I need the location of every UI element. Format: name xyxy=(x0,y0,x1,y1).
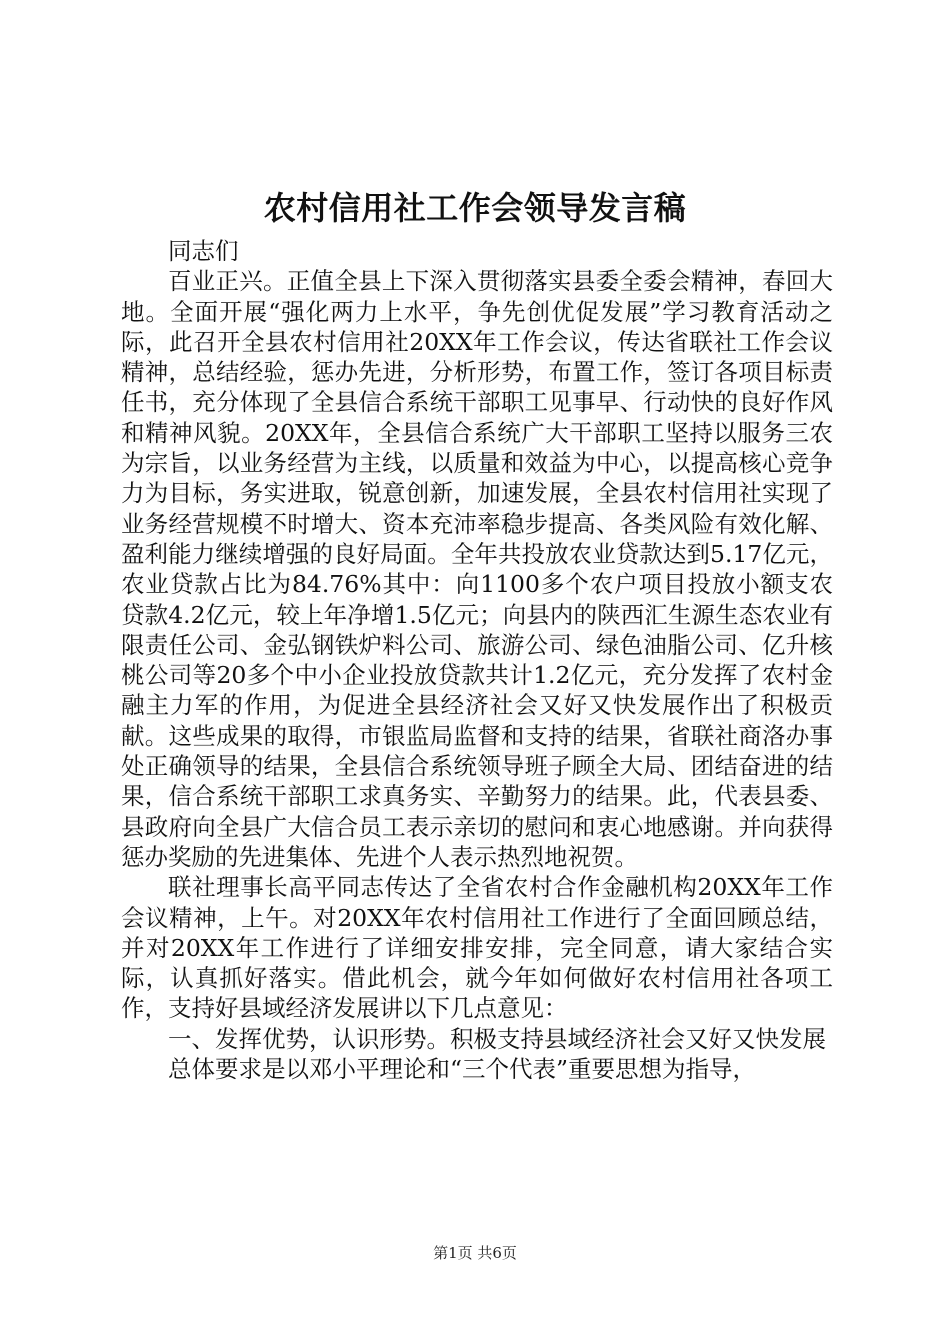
page-number-footer: 第1页 共6页 xyxy=(433,1244,517,1262)
salutation-paragraph: 同志们 xyxy=(168,237,239,265)
document-title: 农村信用社工作会领导发言稿 xyxy=(263,189,687,227)
body-paragraph: 联社理事长高平同志传达了全省农村合作金融机构20XX年工作会议精神，上午。对20XX年农村信用社工作进行了全面回顾总结，并对20XX年工作进行了详细安排安排，完全同意，请大家结合实际，认真抓好落实。借此机会，就今年如何做好农村信用社各项工作，支持好县域经济发展讲以下几点意见： xyxy=(121,873,833,1023)
document-body xyxy=(121,236,833,1084)
body-paragraph: 总体要求是以邓小平理论和“三个代表”重要思想为指导， xyxy=(168,1055,757,1084)
body-paragraph: 百业正兴。正值全县上下深入贯彻落实县委全委会精神，春回大地。全面开展“强化两力上水平，争先创优促发展”学习教育活动之际，此召开全县农村信用社20XX年工作会议，传达省联社工作会议精神，总结经验，惩办先进，分析形势，布置工作，签订各项目标责任书，充分体现了全县信合系统干部职工见事早、行动快的良好作风和精神风貌。20XX年，全县信合系统广大干部职工坚持以服务三农为宗旨，以业务经营为主线，以质量和效益为中心，以提高核心竞争力为目标，务实进取，锐意创新，加速发展，全县农村信用社实现了业务经营规模不时增大、资本充沛率稳步提高、各类风险有效化解、盈利能力继续增强的良好局面。全年共投放农业贷款达到5.17亿元，农业贷款占比为84.76%其中：向1100多个农户项目投放小额支农贷款4.2亿元，较上年净增1.5亿元；向县内的陕西汇生源生态农业有限责任公司、金弘钢铁炉料公司、旅游公司、绿色油脂公司、亿升核桃公司等20多个中小企业投放贷款共计1.2亿元，充分发挥了农村金融主力军的作用，为促进全县经济社会又好又快发展作出了积极贡献。这些成果的取得，市银监局监督和支持的结果，省联社商洛办事处正确领导的结果，全县信合系统领导班子顾全大局、团结奋进的结果，信合系统干部职工求真务实、辛勤努力的结果。此，代表县委、县政府向全县广大信合员工表示亲切的慰问和衷心地感谢。并向获得惩办奖励的先进集体、先进个人表示热烈地祝贺。 xyxy=(121,267,833,871)
section-heading-paragraph: 一、发挥优势，认识形势。积极支持县域经济社会又好又快发展 xyxy=(168,1024,826,1053)
